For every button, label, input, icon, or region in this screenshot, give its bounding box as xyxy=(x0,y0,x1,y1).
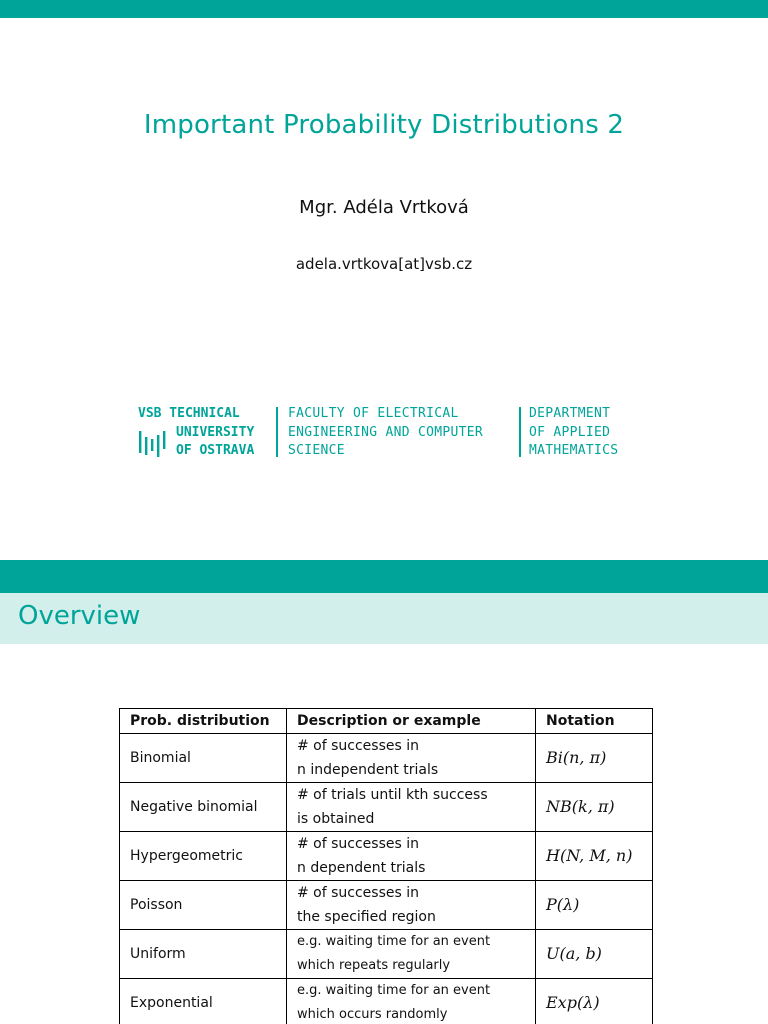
row-name: Poisson xyxy=(120,881,287,930)
row-notation: NB(k, π) xyxy=(536,783,653,832)
row-description xyxy=(287,783,536,832)
header-distribution: Prob. distribution xyxy=(120,709,287,734)
university-logo xyxy=(138,405,638,461)
logo-of-ostrava: OF OSTRAVA xyxy=(176,443,255,458)
row-notation: Bi(n, π) xyxy=(536,734,653,783)
logo-faculty-line1: FACULTY OF ELECTRICAL xyxy=(288,406,459,421)
desc-line1: # of trials until kth success xyxy=(297,787,488,803)
desc-line2: n independent trials xyxy=(297,762,439,778)
desc-line1: # of successes in xyxy=(297,885,420,901)
desc-line2: n dependent trials xyxy=(297,860,426,876)
distributions-table xyxy=(119,708,653,1024)
table-row xyxy=(120,979,653,1024)
table-row xyxy=(120,832,653,881)
row-notation: Exp(λ) xyxy=(536,979,653,1024)
table-row xyxy=(120,930,653,979)
header-notation: Notation xyxy=(536,709,653,734)
row-notation: H(N, M, n) xyxy=(536,832,653,881)
author-email: adela.vrtkova[at]vsb.cz xyxy=(295,255,473,273)
slide-title: Overview xyxy=(18,601,141,631)
row-description xyxy=(287,832,536,881)
desc-line2: the specified region xyxy=(297,909,436,925)
table-row xyxy=(120,881,653,930)
row-name: Hypergeometric xyxy=(120,832,287,881)
table-row xyxy=(120,734,653,783)
presentation-title: Important Probability Distributions 2 xyxy=(143,110,625,140)
logo-mark-icon xyxy=(138,429,170,457)
row-name: Binomial xyxy=(120,734,287,783)
desc-line1: # of successes in xyxy=(297,836,420,852)
row-description xyxy=(287,979,536,1024)
header-description: Description or example xyxy=(287,709,536,734)
row-description xyxy=(287,881,536,930)
row-name: Exponential xyxy=(120,979,287,1024)
overview-slide xyxy=(0,560,768,1024)
desc-line2: which occurs randomly xyxy=(297,1007,448,1022)
desc-line2: which repeats regularly xyxy=(297,958,451,973)
logo-separator-2 xyxy=(519,407,521,457)
logo-department-line1: DEPARTMENT xyxy=(529,406,611,421)
logo-vsb-technical: VSB TECHNICAL xyxy=(138,406,240,421)
logo-university: UNIVERSITY xyxy=(176,424,255,440)
row-description xyxy=(287,930,536,979)
desc-line1: e.g. waiting time for an event xyxy=(297,934,491,949)
logo-department-line2: OF APPLIED xyxy=(529,424,611,440)
logo-faculty-line2: ENGINEERING AND COMPUTER xyxy=(288,424,484,440)
logo-department-line3: MATHEMATICS xyxy=(529,443,619,458)
author-name: Mgr. Adéla Vrtková xyxy=(299,197,469,218)
row-name: Uniform xyxy=(120,930,287,979)
slide-header xyxy=(0,593,768,644)
top-accent-bar xyxy=(0,0,768,18)
logo-separator-1 xyxy=(276,407,278,457)
logo-faculty-line3: SCIENCE xyxy=(288,443,345,458)
row-notation: P(λ) xyxy=(536,881,653,930)
row-notation: U(a, b) xyxy=(536,930,653,979)
row-name: Negative binomial xyxy=(120,783,287,832)
slide-top-bar xyxy=(0,560,768,593)
row-description xyxy=(287,734,536,783)
desc-line2: is obtained xyxy=(297,811,375,827)
desc-line1: e.g. waiting time for an event xyxy=(297,983,491,998)
table-header-row xyxy=(120,709,653,734)
table-row xyxy=(120,783,653,832)
desc-line1: # of successes in xyxy=(297,738,420,754)
